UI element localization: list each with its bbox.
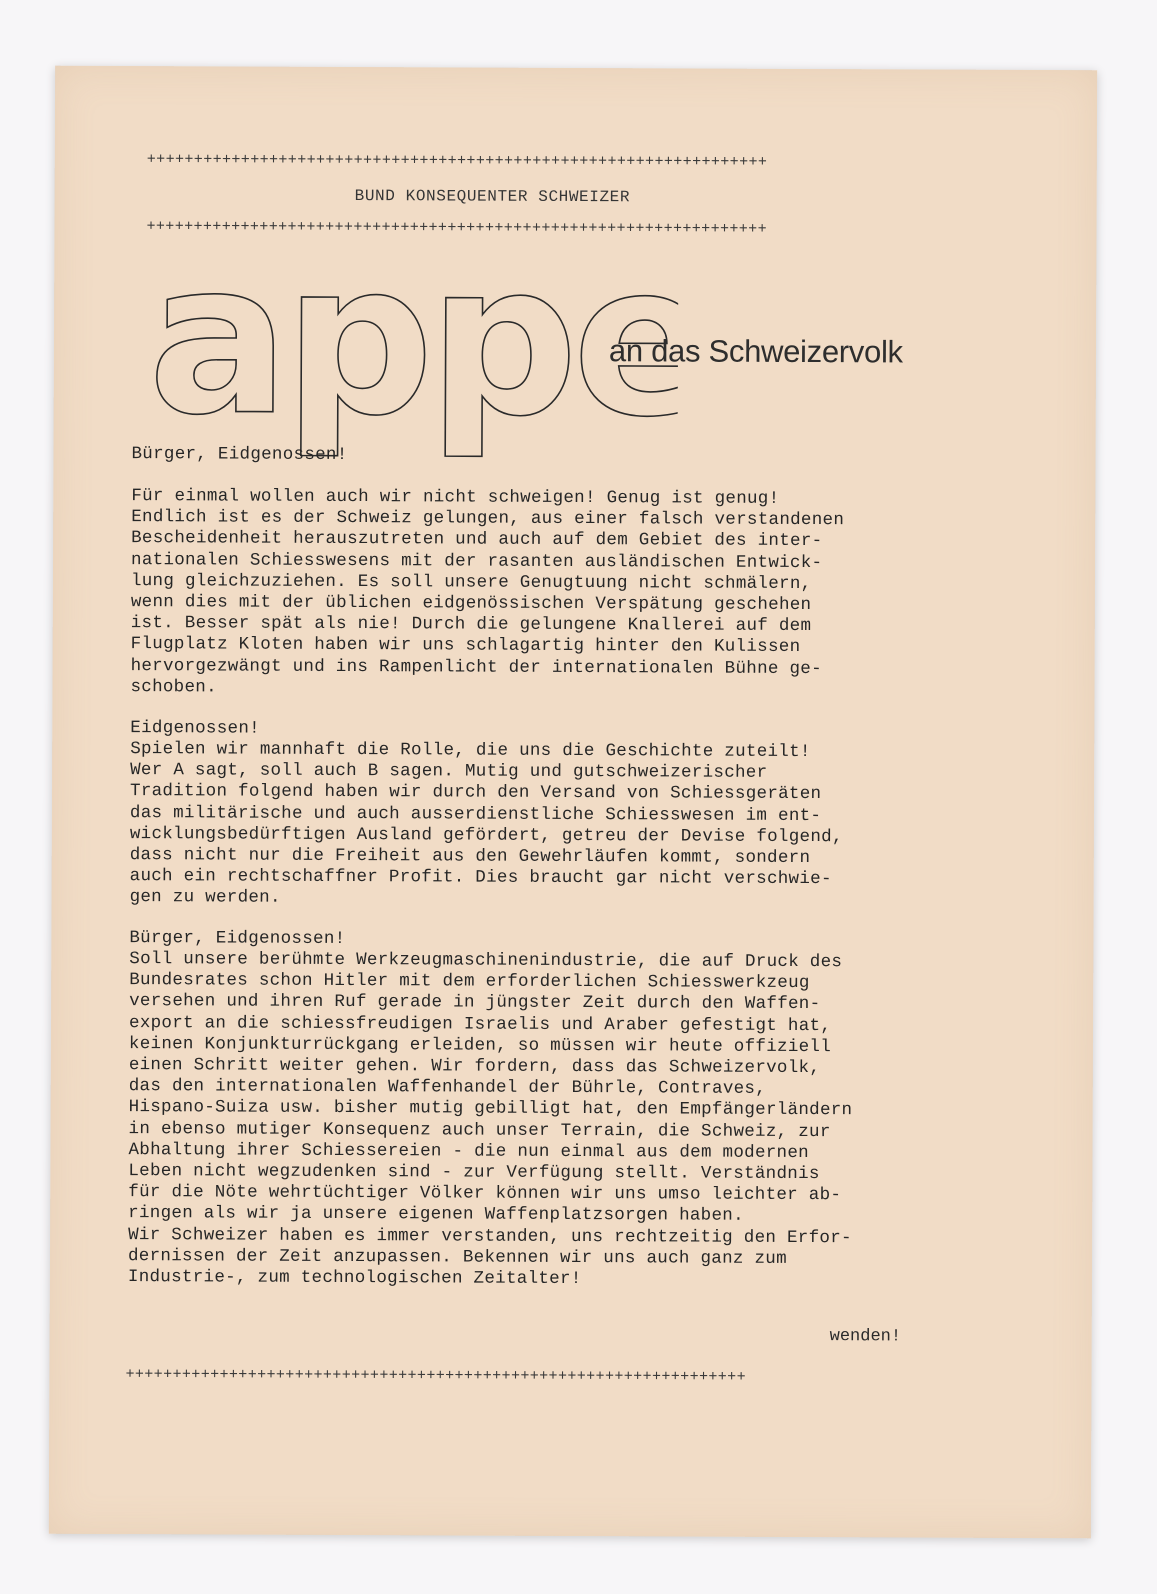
plus-rule-mid: ++++++++++++++++++++++++++++++++++++++++++++++++++++++++++++++++++ bbox=[146, 218, 768, 238]
paragraph-1: Für einmal wollen auch wir nicht schweigen! Genug ist genug! Endlich ist es der Schweiz gelungen, aus einer falsch verstandenen Bescheidenheit herauszutreten und auch auf dem Gebiet des inter- nationalen Schiesswesens mit der rasanten ausländischen Entwick- lung gleichzuziehen. Es soll unsere Genugtuung nicht schmälern, wenn dies mit der üblichen eidgenössischen Verspätung geschehen ist. Besser spät als nie! Durch die gelungene Knallerei auf dem Flugplatz Kloten haben wir uns schlagartig hinter den Kulissen hervorgezwängt und ins Rampenlicht der internationalen Bühne ge- schoben. bbox=[130, 486, 845, 698]
turn-over-note: wenden! bbox=[829, 1327, 902, 1347]
plus-rule-bottom: ++++++++++++++++++++++++++++++++++++++++++++++++++++++++++++++++++ bbox=[125, 1366, 747, 1386]
appell-word: appell bbox=[147, 241, 679, 465]
plus-rule-top: ++++++++++++++++++++++++++++++++++++++++++++++++++++++++++++++++++ bbox=[146, 151, 768, 171]
salutation-1: Bürger, Eidgenossen! bbox=[131, 444, 348, 466]
salutation-3: Bürger, Eidgenossen! bbox=[129, 928, 346, 950]
salutation-2: Eidgenossen! bbox=[130, 718, 260, 739]
paragraph-3: Soll unsere berühmte Werkzeugmaschinenindustrie, die auf Druck des Bundesrates schon Hitler mit dem erforderlichen Schiesswerkzeug versehen und ihren Ruf gerade in jüngster Zeit durch den Waffen- export an die schiessfreudigen Israelis und Araber gefestigt hat, keinen Konjunkturrückgang erleiden, so müssen wir heute offiziell einen Schritt weiter gehen. Wir fordern, dass das Schweizervolk, das den internationalen Waffenhandel der Bührle, Contraves, Hispano-Suiza usw. bisher mutig gebilligt hat, den Empfängerländern in ebenso mutiger Konsequenz auch unser Terrain, die Schweiz, zur Abhaltung ihrer Schiessereien - die nun einmal aus dem modernen Leben nicht wegzudenken sind - zur Verfügung stellt. Verständnis für die Nöte wehrtüchtiger Völker können wir uns umso leichter ab- ringen als wir ja unsere eigenen Waffenplatzsorgen haben. Wir Schweizer haben es immer verstanden, uns rechtzeitig den Erfor- dernissen der Zeit anzupassen. Bekennen wir uns auch ganz zum Industrie-, zum technologischen Zeitalter! bbox=[127, 949, 853, 1290]
paragraph-2: Spielen wir mannhaft die Rolle, die uns die Geschichte zuteilt! Wer A sagt, soll auch B sagen. Mutig und gutschweizerischer Tradition folgend haben wir durch den Versand von Schiessgeräten das militärische und auch ausserdienstliche Schiesswesen im ent- wicklungsbedürftigen Ausland gefördert, getreu der Devise folgend, dass nicht nur die Freiheit aus den Gewehrläufen kommt, sondern auch ein rechtschaffner Profit. Dies braucht gar nicht verschwie- gen zu werden. bbox=[129, 739, 843, 909]
leaflet-sheet bbox=[49, 66, 1097, 1539]
subtitle: an das Schweizervolk bbox=[608, 333, 903, 370]
organization-name: BUND KONSEQUENTER SCHWEIZER bbox=[354, 187, 631, 207]
